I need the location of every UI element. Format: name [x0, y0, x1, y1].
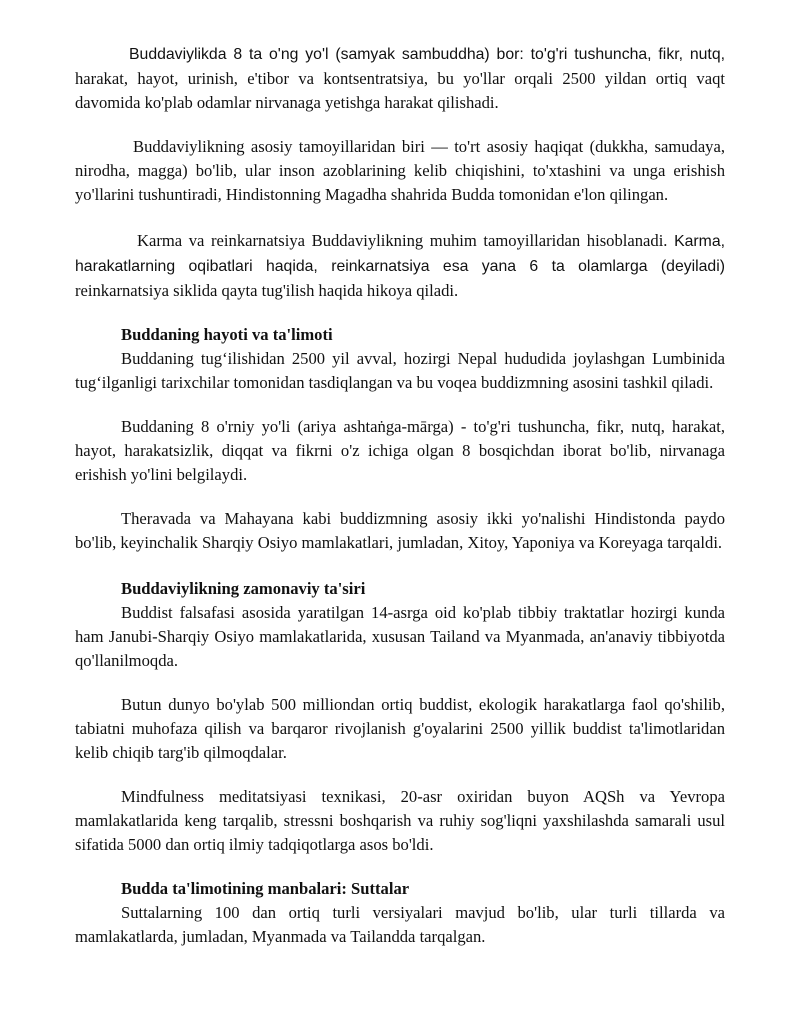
- intro-paragraph-eightfold-line1: Buddaviylikda 8 ta o'ng yo'l (samyak sambuddha) bor: to'g'ri tushuncha, fikr, nutq,: [129, 46, 725, 63]
- document-page: [75, 42, 725, 949]
- section-paragraph-eightfold-path: Buddaning 8 o'rniy yo'li (ariya ashtaṅga-mārga) - to'g'ri tushuncha, fikr, nutq, harakat, hayot, harakatsizlik, diqqat va fikrni o'z ichiga olgan 8 bosqichdan iborat bo'lib, nirvanaga erishish yo'lini belgilaydi.: [75, 417, 725, 484]
- intro-paragraph-eightfold-rest: harakat, hayot, urinish, e'tibor va kontsentratsiya, bu yo'llar orqali 2500 yildan ortiq vaqt davomida ko'plab odamlar nirvanaga yetishga harakat qilishadi.: [75, 69, 725, 112]
- intro-paragraph-karma-line2: Karma, harakatlarning oqibatlari haqida, reinkarnatsiya esa yana 6 ta olamlarga (deyiladi): [75, 233, 726, 275]
- intro-paragraph-karma-line1: Karma va reinkarnatsiya Buddaviylikning muhim tamoyillaridan hisoblanadi.: [137, 231, 668, 250]
- section-heading-modern-influence: Buddaviylikning zamonaviy ta'siri: [121, 579, 366, 598]
- section-paragraph-schools: Theravada va Mahayana kabi buddizmning asosiy ikki yo'nalishi Hindistonda paydo bo'lib, keyinchalik Sharqiy Osiyo mamlakatlari, jumladan, Xitoy, Yaponiya va Koreyaga tarqaldi.: [75, 509, 725, 552]
- section-paragraph-ecology: Butun dunyo bo'ylab 500 milliondan ortiq buddist, ekologik harakatlarga faol qo'shilib, tabiatni muhofaza qilish va barqaror rivojlanish g'oyalarini 2500 yillik buddist ta'limotlaridan kelib chiqib targ'ib qilmoqdalar.: [75, 695, 725, 762]
- section-heading-life-teachings: Buddaning hayoti va ta'limoti: [121, 325, 333, 344]
- intro-paragraph-karma-line3: reinkarnatsiya siklida qayta tug'ilish haqida hikoya qiladi.: [75, 281, 459, 300]
- section-paragraph-mindfulness: Mindfulness meditatsiyasi texnikasi, 20-asr oxiridan buyon AQSh va Yevropa mamlakatlarida keng tarqalib, stressni boshqarish va ruhiy sog'liqni yaxshilashda samarali usul sifatida 5000 dan ortiq ilmiy tadqiqotlarga asos bo'ldi.: [75, 787, 725, 854]
- section-paragraph-birth: Buddaning tug‘ilishidan 2500 yil avval, hozirgi Nepal hududida joylashgan Lumbinida tug‘ilganligi tarixchilar tomonidan tasdiqlangan va bu voqea buddizmning asosini tashkil qiladi.: [75, 349, 725, 392]
- section-paragraph-medicine: Buddist falsafasi asosida yaratilgan 14-asrga oid ko'plab tibbiy traktatlar hozirgi kunda ham Janubi-Sharqiy Osiyo mamlakatlarida, xususan Tailand va Myanmada, an'anaviy tibbiyotda qo'llanilmoqda.: [75, 603, 725, 670]
- section-paragraph-sutta-versions: Suttalarning 100 dan ortiq turli versiyalari mavjud bo'lib, ular turli tillarda va mamlakatlarda, jumladan, Myanmada va Tailandda tarqalgan.: [75, 903, 725, 946]
- intro-paragraph-eightfold: [75, 42, 725, 115]
- intro-paragraph-karma: [75, 229, 725, 303]
- intro-paragraph-four-truths: Buddaviylikning asosiy tamoyillaridan biri — to'rt asosiy haqiqat (dukkha, samudaya, nirodha, magga) bo'lib, ular inson azoblarining kelib chiqishini, to'xtashini va unga erishish yo'llarini tushuntiradi, Hindistonning Magadha shahrida Budda tomonidan e'lon qilingan.: [75, 137, 725, 204]
- section-heading-suttas: Budda ta'limotining manbalari: Suttalar: [121, 879, 410, 898]
